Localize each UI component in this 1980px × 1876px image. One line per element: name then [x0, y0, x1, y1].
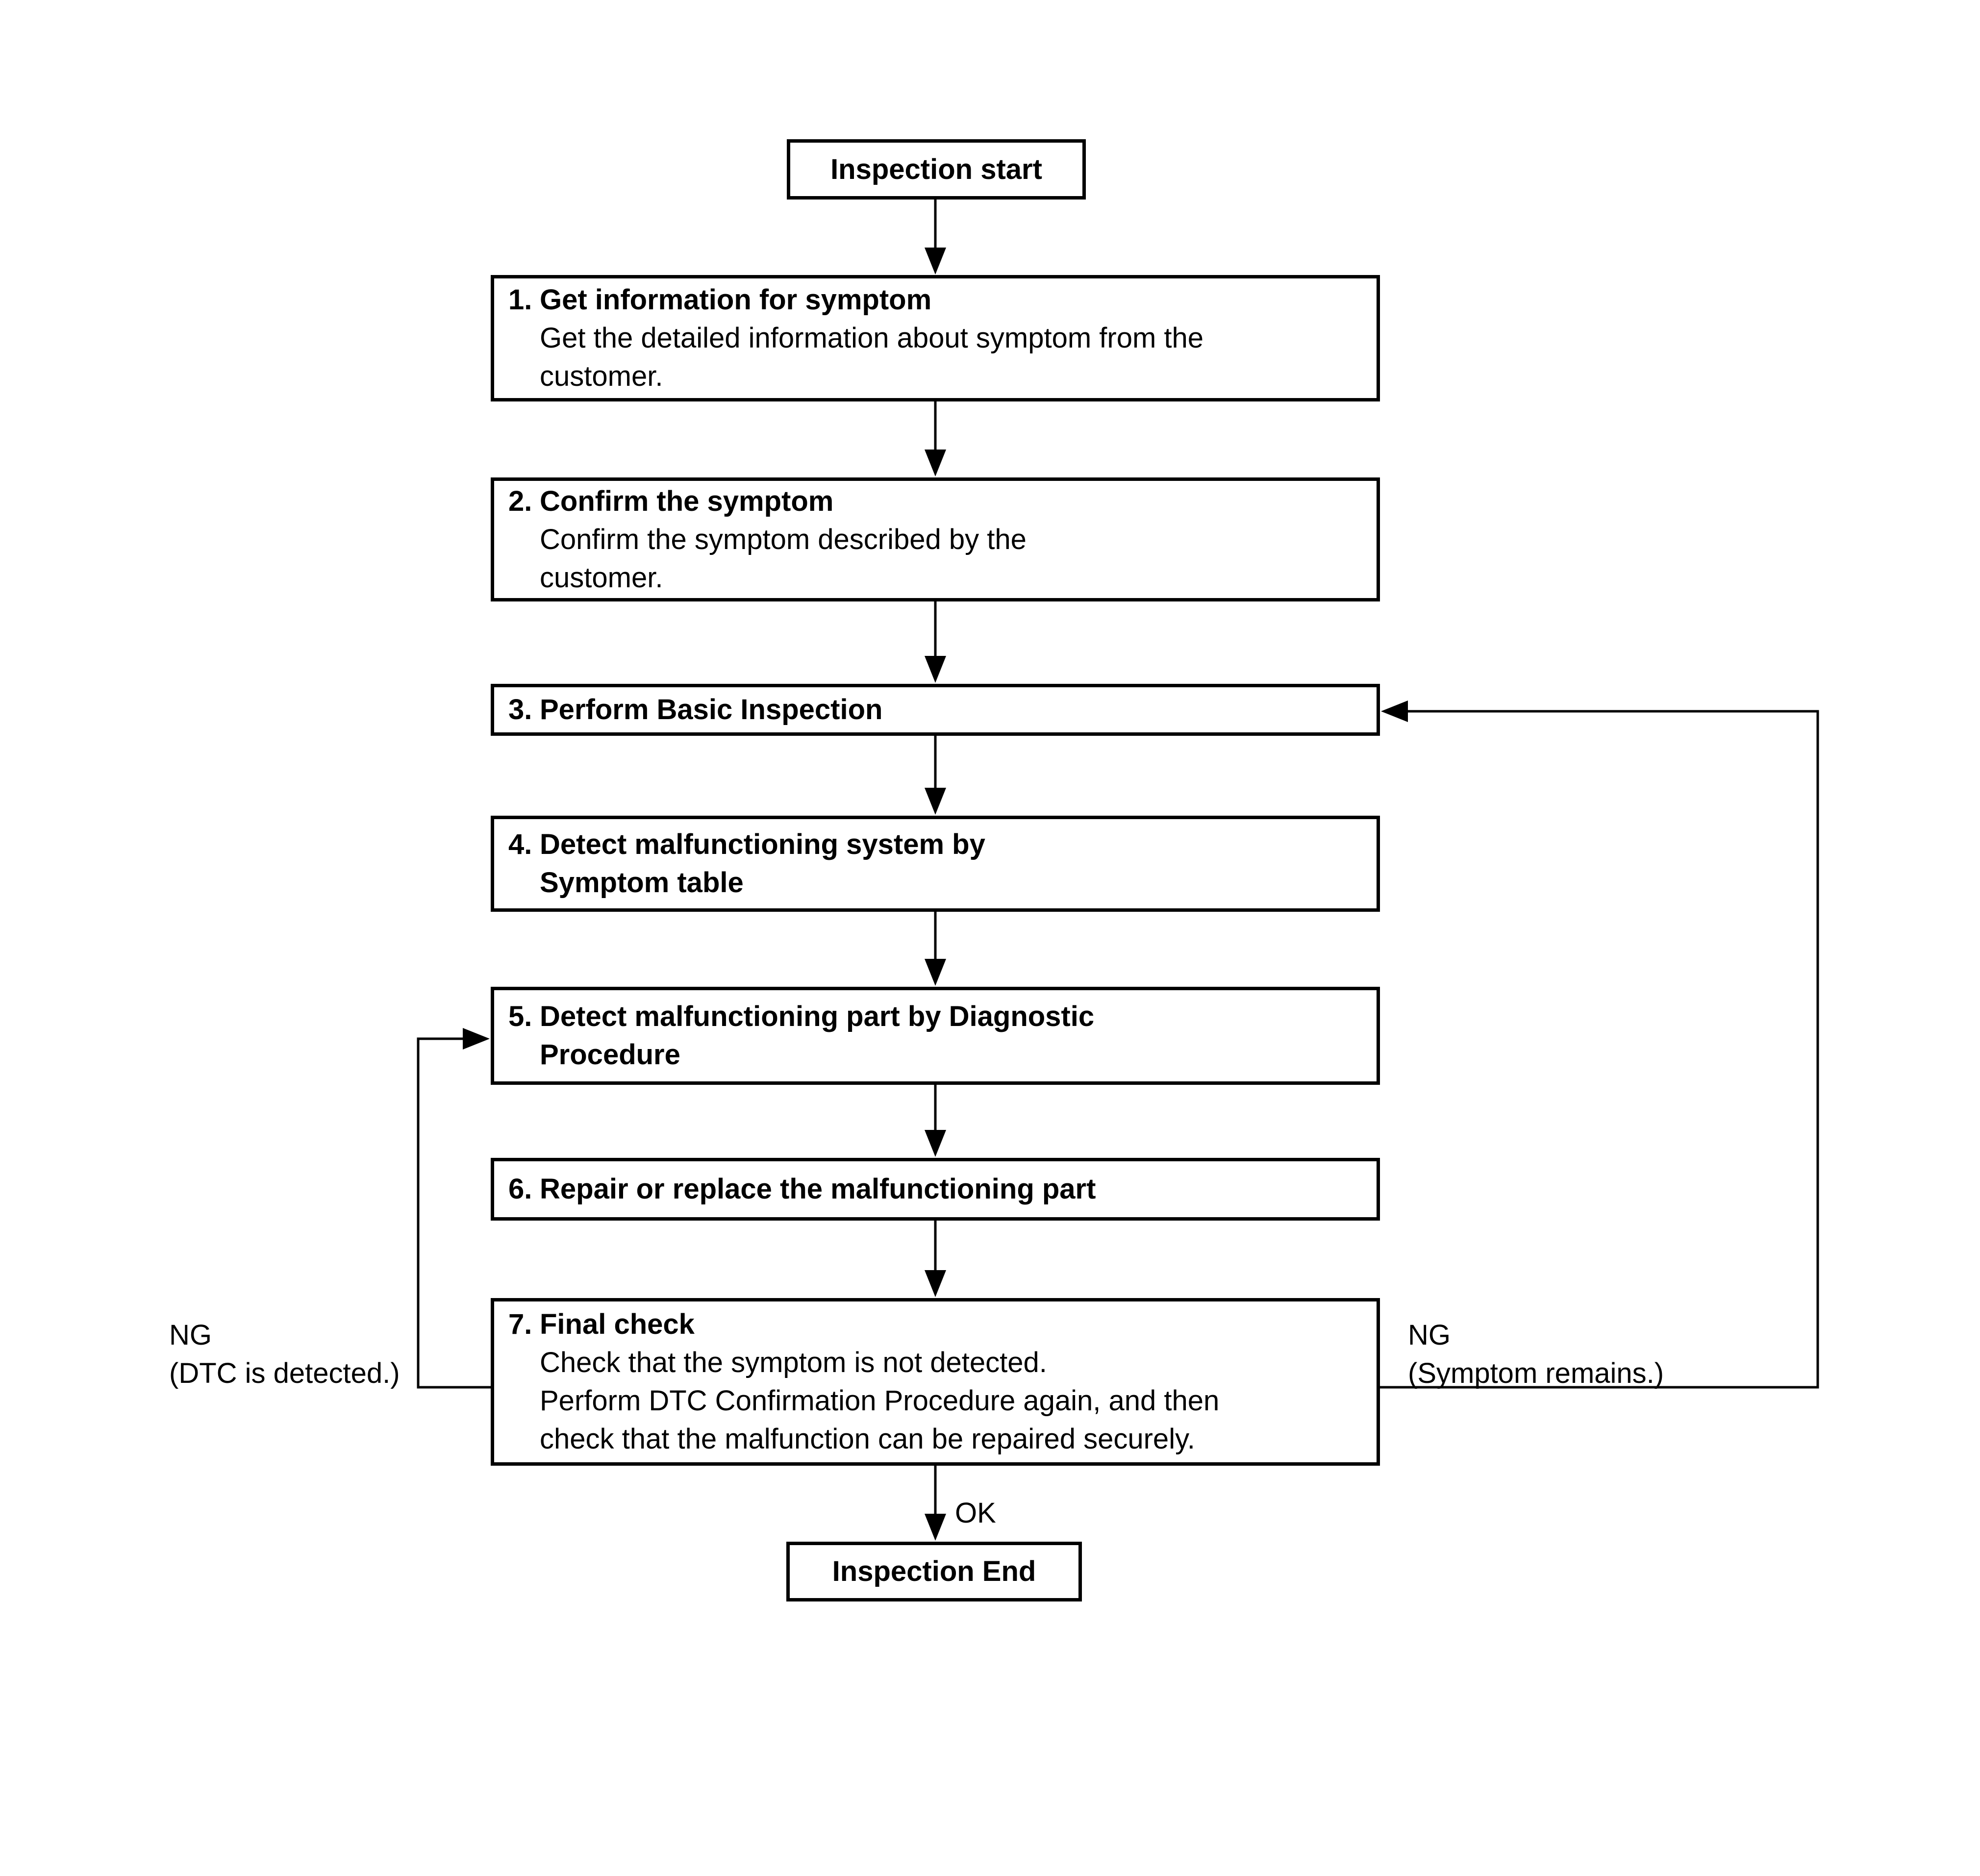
step-4-title-line2: Symptom table — [540, 867, 744, 899]
step-1-title-text: Get information for symptom — [540, 284, 932, 316]
step-2-title — [508, 482, 1369, 521]
step-1-box — [491, 275, 1380, 401]
step-7-title — [508, 1305, 1369, 1344]
step-6-title-text: Repair or replace the malfunctioning part — [540, 1173, 1096, 1205]
step-3-number: 3. — [508, 694, 532, 725]
start-label: Inspection start — [830, 153, 1042, 185]
step-6-title — [508, 1170, 1369, 1208]
step-6-number: 6. — [508, 1173, 532, 1205]
step-5-box — [491, 987, 1380, 1085]
step-7-title-text: Final check — [540, 1308, 695, 1340]
start-box — [787, 139, 1086, 200]
text-line: Get the detailed information about symptom from the — [540, 322, 1204, 354]
ok-label: OK — [955, 1497, 996, 1529]
arrowhead-step6 — [925, 1130, 946, 1157]
arrowhead-loop-left — [463, 1028, 490, 1050]
step-7-number: 7. — [508, 1308, 532, 1340]
step-5-title-text: Detect malfunctioning part by Diagnostic — [540, 1001, 1095, 1032]
text-line: customer. — [540, 360, 663, 392]
step-1-body — [508, 319, 1369, 396]
step-2-title-text: Confirm the symptom — [540, 485, 834, 517]
text-line: Perform DTC Confirmation Procedure again, and then — [540, 1385, 1220, 1417]
arrowhead-loop-right — [1381, 700, 1408, 722]
step-4-number: 4. — [508, 828, 532, 860]
step-7-box — [491, 1298, 1380, 1466]
step-2-number: 2. — [508, 485, 532, 517]
arrowhead-step3 — [925, 656, 946, 683]
text-line: customer. — [540, 561, 663, 594]
end-label: Inspection End — [832, 1555, 1036, 1587]
text-line: Confirm the symptom described by the — [540, 523, 1027, 555]
text-line: NG — [169, 1319, 212, 1351]
text-line: check that the malfunction can be repaired securely. — [540, 1423, 1195, 1455]
arrowhead-step2 — [925, 450, 946, 476]
ng-right-label — [1408, 1316, 1664, 1393]
arrowhead-step7 — [925, 1270, 946, 1297]
arrowhead-step5 — [925, 959, 946, 986]
ng-left-label — [169, 1316, 400, 1393]
loop-ng-left — [418, 1039, 491, 1387]
step-5-title — [508, 998, 1369, 1036]
step-4-title — [508, 825, 1369, 864]
text-line: (DTC is detected.) — [169, 1357, 400, 1389]
arrowhead-step4 — [925, 788, 946, 815]
step-3-title — [508, 691, 1369, 729]
step-5-title-line2: Procedure — [540, 1039, 680, 1071]
step-4-box — [491, 816, 1380, 912]
step-2-box — [491, 477, 1380, 601]
text-line: (Symptom remains.) — [1408, 1357, 1664, 1389]
step-3-box — [491, 684, 1380, 736]
step-5-number: 5. — [508, 1001, 532, 1032]
step-3-title-text: Perform Basic Inspection — [540, 694, 883, 725]
step-1-title — [508, 281, 1369, 319]
step-2-body — [508, 521, 1369, 597]
text-line: Check that the symptom is not detected. — [540, 1347, 1047, 1378]
arrowhead-end — [925, 1514, 946, 1541]
text-line: NG — [1408, 1319, 1451, 1351]
step-1-number: 1. — [508, 284, 532, 316]
step-7-body — [508, 1344, 1369, 1458]
loop-ng-right — [1380, 711, 1818, 1387]
step-4-title-text: Detect malfunctioning system by — [540, 828, 985, 860]
end-box — [786, 1542, 1082, 1601]
arrowhead-step1 — [925, 248, 946, 275]
step-6-box — [491, 1158, 1380, 1221]
